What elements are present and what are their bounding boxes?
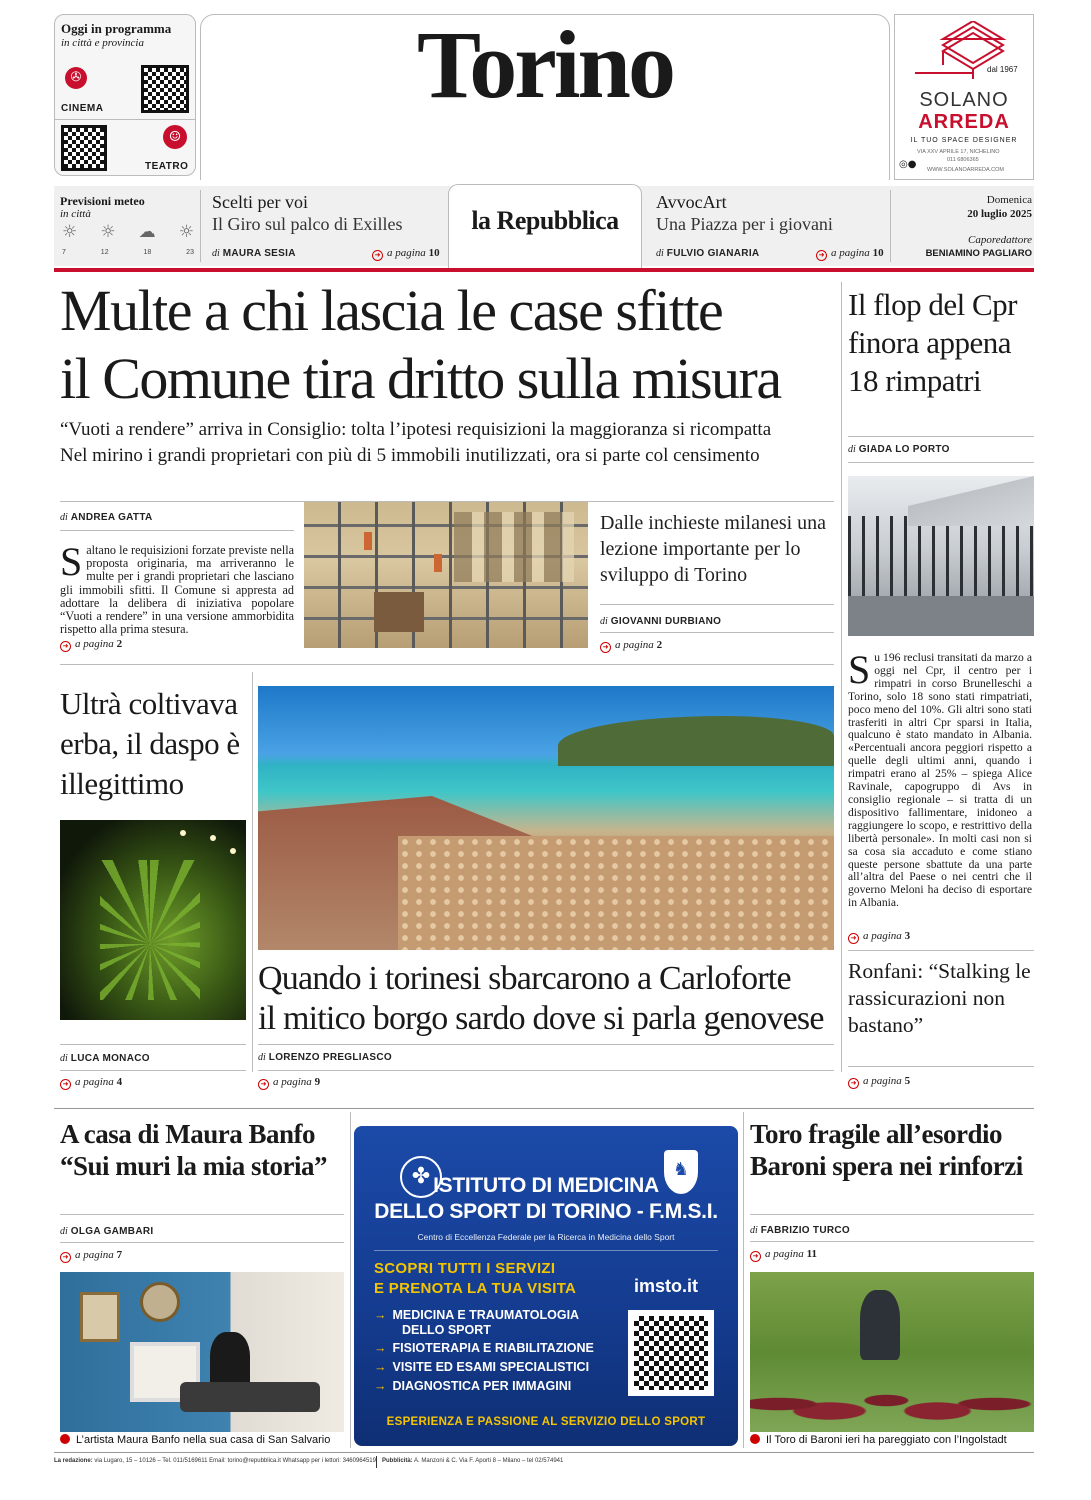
divider: [60, 530, 294, 531]
lead-subhead-line-2: Nel mirino i grandi proprietari con più di 5 immobili inutilizzati, ora si parte col censimento: [60, 445, 760, 466]
toro-caption: Il Toro di Baroni ieri ha pareggiato con l’Ingolstadt: [750, 1434, 1007, 1446]
ad-seal-icon: ✤: [400, 1156, 442, 1198]
divider: [743, 1112, 744, 1448]
cpr-photo: [848, 476, 1034, 636]
divider: [376, 1456, 377, 1468]
cinema-qr-code[interactable]: [141, 65, 189, 113]
ad-since: dal 1967: [987, 65, 1018, 74]
caporedattore-label: Caporedattore: [968, 234, 1032, 246]
lead-body: Saltano le requisizioni forzate previste nella proposta originaria, ma arriveranno le multe per i grandi proprietari che lasciano gli immobili sfitti. Il Comune si appresta ad adottare la delibera di iniziativa popolare “Vuoti a rendere” in una versione ammorbidita rispetto alla prima stesura.: [60, 539, 294, 637]
avvocart-page-ref[interactable]: ➜ a pagina 10: [816, 247, 884, 261]
toro-page-ref[interactable]: ➜ a pagina 11: [750, 1248, 817, 1262]
cinema-label[interactable]: CINEMA: [61, 103, 104, 114]
scelti-subtitle[interactable]: Il Giro sul palco di Exilles: [212, 214, 403, 234]
date-day: Domenica: [986, 194, 1032, 206]
arrow-right-icon: →: [374, 1341, 387, 1355]
divider: [60, 1070, 246, 1071]
ad-brand-arreda: ARREDA: [918, 111, 1010, 133]
divider: [841, 282, 842, 1072]
milano-headline[interactable]: Dalle inchieste milanesi una lezione importante per lo sviluppo di Torino: [600, 512, 827, 586]
repubblica-logo[interactable]: la Repubblica: [471, 206, 619, 235]
caporedattore-name: BENIAMINO PAGLIARO: [925, 248, 1032, 259]
carloforte-byline: di LORENZO PREGLIASCO: [258, 1052, 392, 1063]
solano-arreda-ad[interactable]: [894, 14, 1034, 180]
divider: [54, 1452, 1034, 1453]
cpr-page-ref[interactable]: ➜ a pagina 3: [848, 930, 910, 944]
divider: [600, 604, 834, 605]
masthead-title[interactable]: Torino: [417, 11, 673, 118]
toro-headline-line-2[interactable]: Baroni spera nei rinforzi: [750, 1151, 1023, 1181]
divider: [60, 1044, 246, 1045]
arrow-right-icon: →: [374, 1379, 387, 1393]
ad-web: WWW.SOLANOARREDA.COM: [927, 167, 1005, 173]
sun-icon: ☼: [178, 222, 194, 242]
divider: [258, 1070, 834, 1071]
cannabis-photo: [60, 820, 246, 1020]
ad-service: → DIAGNOSTICA PER IMMAGINI: [374, 1379, 572, 1393]
ad-phone: 011 6806365: [947, 157, 979, 163]
divider: [200, 190, 201, 262]
carloforte-headline-line-1[interactable]: Quando i torinesi sbarcarono a Carloforte: [258, 960, 791, 997]
lead-page-ref[interactable]: ➜ a pagina 2: [60, 638, 122, 652]
banfo-headline-line-1[interactable]: A casa di Maura Banfo: [60, 1119, 316, 1149]
programma-title: Oggi in programma: [61, 21, 172, 36]
meteo-subtitle: in città: [60, 208, 91, 220]
divider: [350, 1112, 351, 1448]
meteo-title: Previsioni meteo: [60, 194, 145, 208]
banfo-page-ref[interactable]: ➜ a pagina 7: [60, 1249, 122, 1263]
meteo-hour: 12: [100, 249, 109, 256]
banfo-photo: [60, 1272, 344, 1432]
meteo-hour: 18: [143, 249, 152, 256]
milano-page-ref[interactable]: ➜ a pagina 2: [600, 639, 662, 653]
ad-shield-icon: ♞: [664, 1150, 698, 1194]
ad-service: → VISITE ED ESAMI SPECIALISTICI: [374, 1360, 590, 1374]
divider: [848, 462, 1034, 463]
toro-headline-line-1[interactable]: Toro fragile all’esordio: [750, 1119, 1002, 1149]
carloforte-page-ref[interactable]: ➜ a pagina 9: [258, 1076, 320, 1090]
meteo-hour: 7: [62, 249, 66, 256]
divider: [600, 632, 834, 633]
ad-service: → FISIOTERAPIA E RIABILITAZIONE: [374, 1341, 594, 1355]
divider: [54, 1108, 1034, 1109]
divider: [848, 436, 1034, 437]
divider: [60, 1242, 344, 1243]
ultra-byline: di LUCA MONACO: [60, 1053, 150, 1064]
lead-headline-line-1[interactable]: Multe a chi lascia le case sfitte: [60, 278, 723, 343]
divider: [55, 119, 195, 120]
ad-qr-code[interactable]: [628, 1310, 714, 1396]
milano-byline: di GIOVANNI DURBIANO: [600, 616, 722, 627]
divider: [848, 1066, 1034, 1067]
ad-service: DELLO SPORT: [402, 1323, 491, 1337]
programma-box: [54, 14, 196, 176]
scelti-byline: di MAURA SESIA: [212, 248, 296, 259]
ad-divider: [374, 1250, 718, 1251]
scelti-page-ref[interactable]: ➜ a pagina 10: [372, 247, 440, 261]
cpr-byline: di GIADA LO PORTO: [848, 444, 950, 455]
divider: [60, 664, 834, 665]
arrow-right-icon: →: [374, 1360, 387, 1374]
ad-footer: ESPERIENZA E PASSIONE AL SERVIZIO DELLO SPORT: [386, 1416, 706, 1428]
meteo-hour: 23: [186, 249, 194, 256]
date: 20 luglio 2025: [967, 208, 1032, 220]
weather-icons: [62, 222, 194, 246]
ad-cta-line-2: E PRENOTA LA TUA VISITA: [374, 1280, 577, 1297]
scelti-title[interactable]: Scelti per voi: [212, 192, 308, 212]
divider: [848, 950, 1034, 951]
carloforte-beach-photo: [258, 686, 834, 950]
cinema-icon: ✇: [65, 67, 87, 89]
ronfani-headline[interactable]: Ronfani: “Stalking le rassicurazioni non bastano”: [848, 959, 1031, 1037]
divider: [890, 190, 891, 262]
ultra-page-ref[interactable]: ➜ a pagina 4: [60, 1076, 122, 1090]
teatro-label[interactable]: TEATRO: [145, 161, 189, 172]
lead-headline-line-2[interactable]: il Comune tira dritto sulla misura: [60, 346, 781, 411]
avvocart-subtitle[interactable]: Una Piazza per i giovani: [656, 214, 833, 234]
avvocart-title[interactable]: AvvocArt: [656, 192, 727, 212]
divider: [252, 672, 253, 1072]
ad-cta-line-1: SCOPRI TUTTI I SERVIZI: [374, 1260, 556, 1277]
social-icons: ◎●: [899, 159, 917, 170]
lead-subhead-line-1: “Vuoti a rendere” arriva in Consiglio: tolta l’ipotesi requisizioni la maggioranza si ricompatta: [60, 419, 772, 440]
ad-brand-solano: SOLANO: [919, 89, 1009, 111]
meteo-hours: [62, 249, 194, 256]
theatre-masks-icon: ☺: [163, 125, 187, 149]
cpr-body: Su 196 reclusi transitati da marzo a oggi nel Cpr, il centro per i rimpatri in corso Brunelleschi a Torino, solo 18 sono stati rimpatriati, poco meno del 10%. Gli altri sono stati trasferiti in altri Cpr sparsi in Italia, qualcuno è stato mandato in Albania. «Percentuali ancora peggiori rispetto a quelle degli ultimi anni, quando i rimpatri erano al 25% – spiega Alice Ravinale, capogruppo di Avs in consiglio regionale – si tratta di un dispositivo fallimentare, inidoneo a raggiungere lo scopo, e restrittivo della libertà personale». In molti casi non si sa cosa sia accaduto e come stiano queste persone sbattute da una parte all’altra del Paese o nei centri che il governo Meloni ha deciso di esportare in Albania.: [848, 647, 1032, 910]
banfo-caption: L’artista Maura Banfo nella sua casa di San Salvario: [60, 1434, 330, 1446]
caption-bullet-icon: [60, 1434, 70, 1444]
accent-rule: [54, 268, 1034, 272]
banfo-byline: di OLGA GAMBARI: [60, 1226, 154, 1237]
footer-redazione: La redazione: via Lugaro, 15 – 10126 – Tel. 011/5169611 Email: torino@repubblica.it Whatsapp per i lettori: 3460964519: [54, 1458, 376, 1464]
ad-title-line-2: DELLO SPORT DI TORINO - F.M.S.I.: [374, 1200, 718, 1223]
ronfani-page-ref[interactable]: ➜ a pagina 5: [848, 1075, 910, 1089]
ad-site[interactable]: imsto.it: [634, 1276, 699, 1296]
cpr-headline[interactable]: Il flop del Cpr finora appena 18 rimpatri: [848, 287, 1017, 398]
ad-title-line-1: ISTITUTO DI MEDICINA: [433, 1174, 659, 1197]
banfo-headline-line-2[interactable]: “Sui muri la mia storia”: [60, 1151, 328, 1181]
divider: [750, 1214, 1034, 1215]
scaffolding-photo: [304, 502, 588, 648]
toro-training-photo: [750, 1272, 1034, 1432]
arrow-right-icon: →: [374, 1308, 387, 1322]
avvocart-byline: di FULVIO GIANARIA: [656, 248, 760, 259]
footer-pubblicita: Pubblicità: A. Manzoni & C. Via F. Aporti 8 – Milano – tel 02/574941: [382, 1458, 564, 1464]
divider: [258, 1044, 834, 1045]
sun-icon: ☼: [62, 222, 78, 242]
teatro-qr-code[interactable]: [61, 125, 107, 171]
lead-byline: di ANDREA GATTA: [60, 512, 153, 523]
sun-icon: ☼: [100, 222, 116, 242]
divider: [60, 1214, 344, 1215]
ultra-headline[interactable]: Ultrà coltivava erba, il daspo è illegittimo: [60, 686, 240, 801]
ad-tagline: IL TUO SPACE DESIGNER: [910, 137, 1018, 144]
divider: [750, 1241, 1034, 1242]
cloud-icon: ☁: [138, 222, 156, 242]
toro-byline: di FABRIZIO TURCO: [750, 1225, 850, 1236]
ad-subtitle: Centro di Eccellenza Federale per la Ricerca in Medicina dello Sport: [417, 1232, 675, 1242]
medicina-sport-ad[interactable]: [354, 1126, 738, 1446]
ad-service: → MEDICINA E TRAUMATOLOGIA: [374, 1308, 580, 1322]
programma-subtitle: in città e provincia: [61, 37, 144, 49]
ad-address: VIA XXV APRILE 17, NICHELINO: [917, 149, 1000, 155]
caption-bullet-icon: [750, 1434, 760, 1444]
carloforte-headline-line-2[interactable]: il mitico borgo sardo dove si parla genovese: [258, 1000, 824, 1037]
